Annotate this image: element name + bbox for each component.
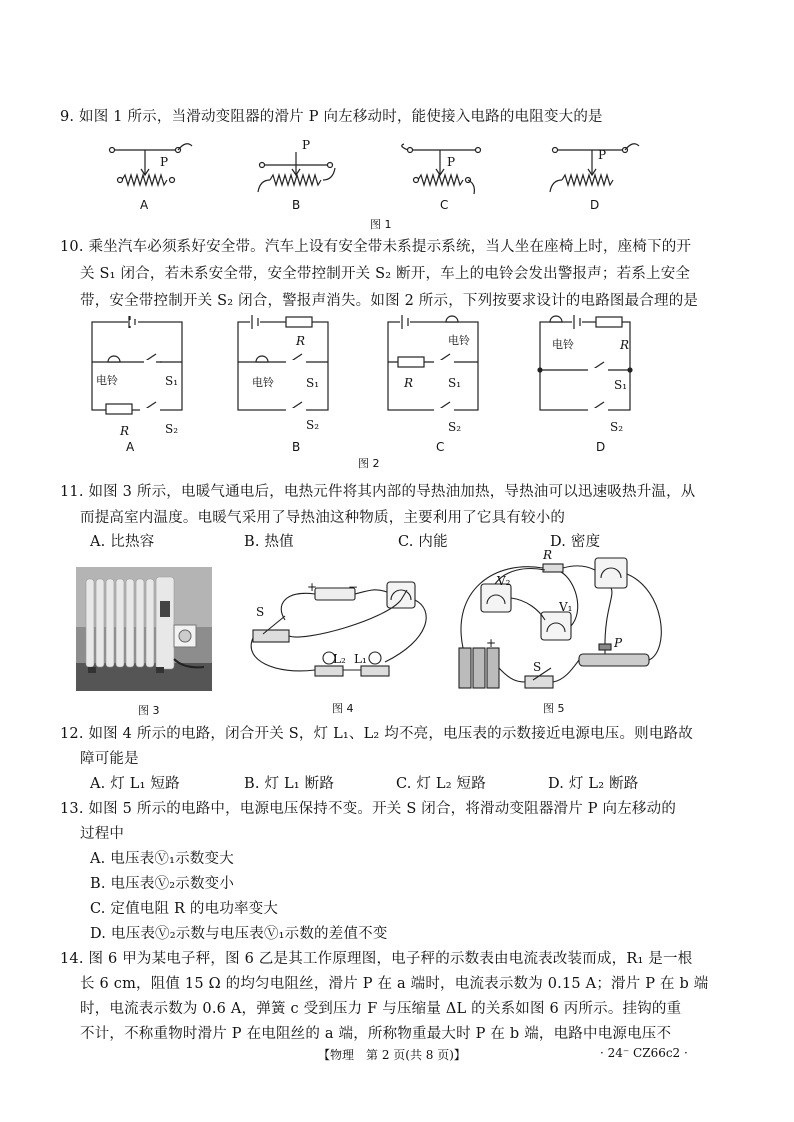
figure-1-caption: 图 1 bbox=[370, 218, 392, 231]
q12-choice-d: D. 灯 L₂ 断路 bbox=[548, 776, 639, 792]
figure-2 bbox=[80, 310, 640, 435]
fig2b-s2-label: S₂ bbox=[306, 418, 320, 432]
fig2b-bell-label: 电铃 bbox=[252, 376, 274, 389]
q9-stem: 9. 如图 1 所示，当滑动变阻器的滑片 P 向左移动时，能使接入电路的电阻变大的是 bbox=[60, 109, 603, 125]
figure-3-heater-photo bbox=[76, 567, 212, 691]
q12-line-1: 12. 如图 4 所示的电路，闭合开关 S，灯 L₁、L₂ 均不亮，电压表的示数接近电源电压。则电路故 bbox=[60, 726, 693, 742]
q11-choice-d: D. 密度 bbox=[550, 534, 601, 550]
fig2d-s1-label: S₁ bbox=[614, 378, 628, 392]
page-footer-code: · 24⁻ CZ66c2 · bbox=[600, 1046, 688, 1060]
q13-choice-c: C. 定值电阻 R 的电功率变大 bbox=[90, 901, 279, 917]
q11-line-2: 而提高室内温度。电暖气采用了导热油这种物质，主要利用了它具有较小的 bbox=[80, 510, 566, 526]
figure-1 bbox=[100, 130, 660, 230]
q12-choice-b: B. 灯 L₁ 断路 bbox=[244, 776, 335, 792]
fig4-l1-label: L₁ bbox=[354, 652, 367, 666]
fig4-plus: + bbox=[307, 580, 318, 594]
fig2c-s2-label: S₂ bbox=[448, 420, 462, 434]
fig2a-s2-label: S₂ bbox=[165, 422, 179, 436]
q9-slider-label-b: P bbox=[302, 138, 311, 152]
fig4-l2-label: L₂ bbox=[333, 652, 346, 666]
q14-line-2: 长 6 cm，阻值 15 Ω 的均匀电阻丝，滑片 P 在 a 端时，电流表示数为 0.15 A；滑片 P 在 b 端 bbox=[80, 976, 709, 992]
q11-line-1: 11. 如图 3 所示，电暖气通电后，电热元件将其内部的导热油加热，导热油可以迅速吸热升温，从 bbox=[60, 484, 696, 500]
figure-4-caption: 图 4 bbox=[332, 702, 354, 715]
figure-3-caption: 图 3 bbox=[138, 704, 160, 717]
q11-choice-c: C. 内能 bbox=[398, 534, 448, 550]
q11-choice-a: A. 比热容 bbox=[90, 534, 155, 550]
q12-choice-a: A. 灯 L₁ 短路 bbox=[90, 776, 180, 792]
q13-line-2: 过程中 bbox=[80, 826, 125, 842]
fig2a-s1-label: S₁ bbox=[165, 374, 179, 388]
q9-option-c: C bbox=[440, 198, 449, 212]
figure-5-circuit bbox=[455, 550, 675, 700]
fig2a-r-label: R bbox=[120, 424, 130, 438]
q9-slider-label-a: P bbox=[160, 155, 169, 169]
q9-slider-label-c: P bbox=[447, 155, 456, 169]
q9-option-d: D bbox=[590, 198, 600, 212]
fig2b-s1-label: S₁ bbox=[306, 376, 320, 390]
fig5-p-label: P bbox=[614, 636, 623, 650]
page-footer-center: 【物理 第 2 页(共 8 页)】 bbox=[318, 1048, 466, 1062]
q9-option-a: A bbox=[140, 198, 149, 212]
fig5-plus: + bbox=[486, 636, 497, 650]
fig2-option-a: A bbox=[126, 440, 135, 454]
q11-choice-b: B. 热值 bbox=[244, 534, 294, 550]
q13-line-1: 13. 如图 5 所示的电路中，电源电压保持不变。开关 S 闭合，将滑动变阻器滑片 P 向左移动的 bbox=[60, 801, 677, 817]
q12-line-2: 障可能是 bbox=[80, 751, 139, 767]
q13-choice-d: D. 电压表Ⓥ₂示数与电压表Ⓥ₁示数的差值不变 bbox=[90, 926, 388, 942]
fig2-option-b: B bbox=[292, 440, 301, 454]
q9-option-b: B bbox=[292, 198, 301, 212]
fig2d-r-label: R bbox=[620, 338, 630, 352]
q10-line-1: 10. 乘坐汽车必须系好安全带。汽车上设有安全带未系提示系统，当人坐在座椅上时，座椅下的开 bbox=[60, 239, 692, 255]
fig5-s-label: S bbox=[533, 660, 542, 674]
q10-line-2: 关 S₁ 闭合，若未系安全带，安全带控制开关 S₂ 断开，车上的电铃会发出警报声；若系上安全 bbox=[80, 266, 691, 282]
fig5-v1-label: V₁ bbox=[559, 600, 573, 614]
figure-5-caption: 图 5 bbox=[543, 702, 565, 715]
fig2c-r-label: R bbox=[404, 376, 414, 390]
fig2-option-d: D bbox=[596, 440, 606, 454]
fig2-option-c: C bbox=[436, 440, 445, 454]
fig4-switch-label: S bbox=[256, 605, 265, 619]
q10-line-3: 带，安全带控制开关 S₂ 闭合，警报声消失。如图 2 所示，下列按要求设计的电路图最合理的是 bbox=[80, 293, 699, 309]
q14-line-4: 不计，不称重物时滑片 P 在电阻丝的 a 端，所称物重最大时 P 在 b 端，电路中电源电压不 bbox=[80, 1026, 672, 1042]
figure-2-caption: 图 2 bbox=[358, 457, 380, 470]
fig2c-bell-label: 电铃 bbox=[448, 334, 470, 347]
fig4-minus: − bbox=[348, 580, 359, 594]
fig2d-bell-label: 电铃 bbox=[552, 338, 574, 351]
q13-choice-a: A. 电压表Ⓥ₁示数变大 bbox=[90, 851, 234, 867]
fig2d-s2-label: S₂ bbox=[610, 420, 624, 434]
q14-line-3: 时，电流表示数为 0.6 A，弹簧 c 受到压力 F 与压缩量 ΔL 的关系如图 6 丙所示。挂钩的重 bbox=[80, 1001, 682, 1017]
fig2a-bell-label: 电铃 bbox=[96, 374, 118, 387]
q12-choice-c: C. 灯 L₂ 短路 bbox=[396, 776, 486, 792]
fig2b-r-label: R bbox=[296, 334, 306, 348]
fig5-v2-label: V₂ bbox=[497, 574, 511, 588]
fig2c-s1-label: S₁ bbox=[448, 376, 462, 390]
fig5-r-label: R bbox=[543, 548, 553, 562]
q14-line-1: 14. 图 6 甲为某电子秤，图 6 乙是其工作原理图，电子秤的示数表由电流表改装而成，R₁ 是一根 bbox=[60, 951, 693, 967]
q9-slider-label-d: P bbox=[598, 148, 607, 162]
q13-choice-b: B. 电压表Ⓥ₂示数变小 bbox=[90, 876, 235, 892]
